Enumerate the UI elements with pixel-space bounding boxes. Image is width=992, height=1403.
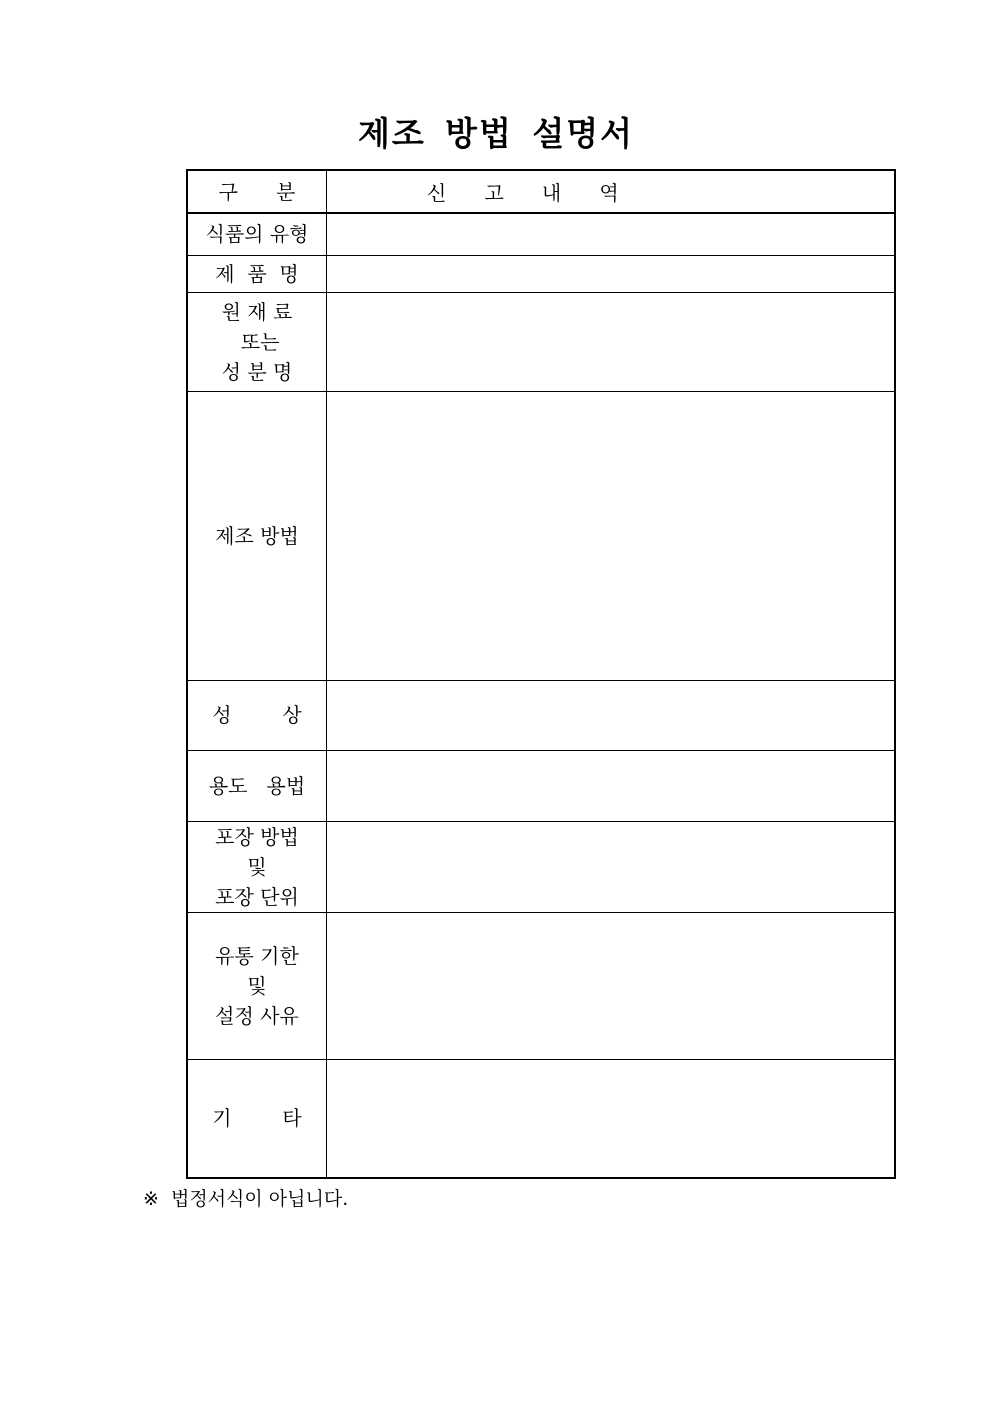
page-title: 제조 방법 설명서: [357, 114, 635, 153]
field-food-type[interactable]: [327, 213, 896, 255]
label-line: 기 타: [212, 1106, 302, 1131]
field-other[interactable]: [327, 1059, 896, 1178]
label-food-type: [187, 213, 327, 255]
field-manufacturing-method[interactable]: [327, 391, 896, 680]
label-line: 유통 기한: [215, 943, 299, 968]
label-properties: [187, 680, 327, 750]
row-packaging: [187, 821, 895, 912]
label-line: 제 품 명: [215, 261, 299, 286]
label-shelf-life: [187, 912, 327, 1059]
row-shelf-life: [187, 912, 895, 1059]
footnote: ※ 법정서식이 아닙니다.: [143, 1188, 349, 1210]
row-usage: [187, 750, 895, 821]
label-line: 또는: [234, 329, 280, 354]
field-product-name[interactable]: [327, 255, 896, 292]
table-header-row: [187, 170, 895, 213]
row-ingredients: [187, 292, 895, 391]
label-line: 성 상: [212, 703, 302, 727]
label-packaging: [187, 821, 327, 912]
label-ingredients: [187, 292, 327, 391]
label-line: 포장 방법: [215, 824, 299, 849]
label-line: 원 재 료: [221, 299, 293, 324]
header-category: 구 분: [187, 170, 327, 213]
form-table: [186, 169, 896, 1179]
label-line: 및: [247, 854, 267, 879]
label-line: 설정 사유: [215, 1003, 299, 1028]
row-other: [187, 1059, 895, 1178]
row-food-type: [187, 213, 895, 255]
label-line: 포장 단위: [215, 884, 299, 909]
row-properties: [187, 680, 895, 750]
field-packaging[interactable]: [327, 821, 896, 912]
label-line: 용도 용법: [208, 773, 306, 798]
label-line: 제조 방법: [215, 523, 299, 548]
row-product-name: [187, 255, 895, 292]
label-line: 식품의 유형: [205, 222, 309, 247]
label-manufacturing-method: [187, 391, 327, 680]
label-line: 및: [247, 973, 267, 998]
field-ingredients[interactable]: [327, 292, 896, 391]
row-manufacturing-method: [187, 391, 895, 680]
label-product-name: [187, 255, 327, 292]
field-properties[interactable]: [327, 680, 896, 750]
label-line: 성 분 명: [221, 359, 293, 384]
field-usage[interactable]: [327, 750, 896, 821]
field-shelf-life[interactable]: [327, 912, 896, 1059]
label-usage: [187, 750, 327, 821]
header-report-details: 신 고 내 역: [327, 170, 896, 213]
label-other: [187, 1059, 327, 1178]
